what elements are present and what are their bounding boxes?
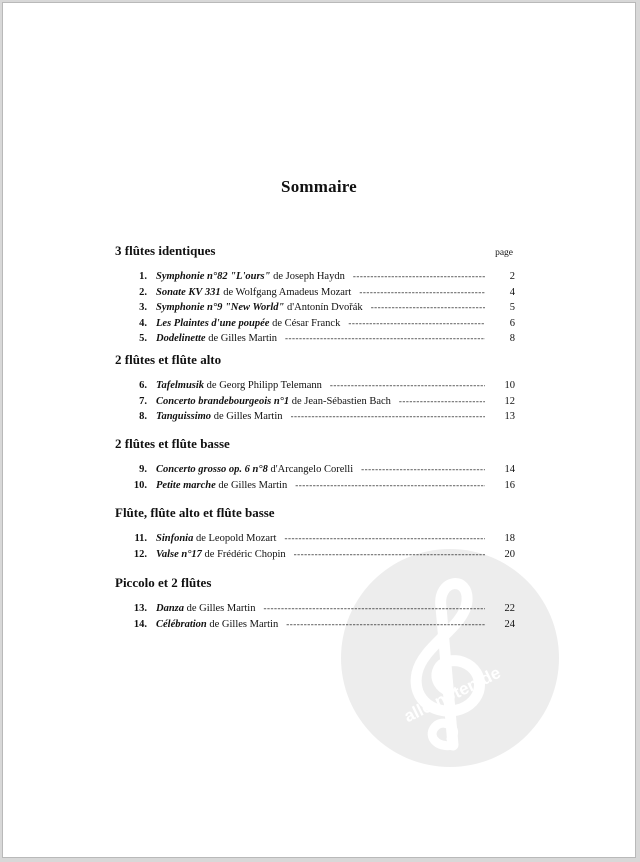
- dot-leader: [291, 411, 485, 421]
- toc-entry[interactable]: [115, 333, 515, 349]
- section-heading: 2 flûtes et flûte basse: [115, 436, 230, 451]
- dot-leader: [359, 287, 485, 297]
- dot-leader: [263, 603, 485, 613]
- work-title: Sinfonia: [156, 533, 194, 544]
- dot-leader: [371, 302, 485, 312]
- entry-number: 7.: [139, 395, 147, 407]
- page-number: 6: [509, 317, 515, 329]
- section-2-flutes-basse: [115, 436, 515, 495]
- toc-entry[interactable]: [115, 619, 515, 635]
- section-3-flutes: [115, 243, 515, 349]
- dot-leader: [286, 619, 485, 629]
- work-title: Symphonie n°9 "New World": [156, 302, 285, 313]
- toc-entry[interactable]: [115, 549, 515, 565]
- work-title: Valse n°17: [156, 548, 202, 560]
- toc-entry[interactable]: [115, 396, 515, 412]
- toc-entry[interactable]: [115, 533, 515, 549]
- document-page: [2, 2, 636, 858]
- section-heading: Piccolo et 2 flûtes: [115, 575, 212, 590]
- composer: de Gilles Martin: [208, 333, 278, 344]
- page-number: 2: [509, 271, 515, 282]
- composer: de Georg Philipp Telemann: [206, 380, 322, 391]
- composer: de Wolfgang Amadeus Mozart: [223, 286, 352, 298]
- section-heading: Flûte, flûte alto et flûte basse: [115, 505, 275, 520]
- composer: d'Arcangelo Corelli: [270, 464, 354, 475]
- toc-entry[interactable]: [115, 271, 515, 287]
- page-number: 12: [504, 395, 515, 407]
- work-title: Concerto grosso op. 6 n°8: [156, 464, 268, 475]
- composer: d'Antonín Dvořák: [287, 302, 363, 313]
- work-title: Petite marche: [156, 479, 216, 491]
- section-heading: 2 flûtes et flûte alto: [115, 352, 222, 367]
- entry-number: 2.: [139, 286, 147, 298]
- entry-number: 9.: [139, 464, 147, 475]
- page-number: 5: [509, 302, 515, 313]
- toc-entry[interactable]: [115, 480, 515, 496]
- composer: de Joseph Haydn: [273, 271, 345, 282]
- dot-leader: [330, 380, 485, 390]
- composer: de Gilles Martin: [209, 618, 279, 630]
- section-flute-alto-basse: [115, 505, 515, 564]
- toc-entry[interactable]: [115, 302, 515, 318]
- toc-entry[interactable]: [115, 287, 515, 303]
- page-number: 20: [504, 548, 515, 560]
- work-title: Les Plaintes d'une poupée: [156, 317, 270, 329]
- entry-number: 3.: [139, 302, 147, 313]
- dot-leader: [295, 480, 485, 490]
- work-title: Concerto brandebourgeois n°1: [156, 395, 290, 407]
- composer: de Frédéric Chopin: [204, 548, 286, 560]
- entry-number: 8.: [139, 411, 147, 422]
- page-number: 22: [504, 603, 515, 614]
- entry-number: 14.: [133, 618, 147, 630]
- section-piccolo-2-flutes: [115, 575, 515, 634]
- composer: de Jean-Sébastien Bach: [291, 395, 391, 407]
- dot-leader: [285, 333, 485, 343]
- entry-number: 13.: [133, 603, 147, 614]
- toc-entry[interactable]: [115, 318, 515, 334]
- section-2-flutes-alto: [115, 352, 515, 427]
- page-column-label: page: [495, 248, 513, 258]
- entry-number: 1.: [139, 271, 147, 282]
- page-number: 24: [504, 618, 515, 630]
- entry-number: 5.: [139, 333, 147, 344]
- composer: de Gilles Martin: [218, 479, 288, 491]
- work-title: Célébration: [156, 618, 207, 630]
- work-title: Symphonie n°82 "L'ours": [156, 271, 271, 282]
- composer: de Leopold Mozart: [195, 533, 277, 544]
- entry-number: 10.: [133, 479, 147, 491]
- dot-leader: [353, 271, 485, 281]
- work-title: Tanguissimo: [156, 411, 212, 422]
- dot-leader: [361, 464, 485, 474]
- entry-number: 11.: [134, 533, 147, 544]
- toc-entry[interactable]: [115, 603, 515, 619]
- entry-number: 12.: [133, 548, 147, 560]
- entry-number: 6.: [139, 380, 147, 391]
- toc-entry[interactable]: [115, 380, 515, 396]
- dot-leader: [399, 396, 485, 406]
- toc-entry[interactable]: [115, 411, 515, 427]
- work-title: Danza: [156, 603, 185, 614]
- composer: de Gilles Martin: [213, 411, 283, 422]
- dot-leader: [348, 318, 485, 328]
- work-title: Sonate KV 331: [156, 286, 221, 298]
- page-title: Sommaire: [281, 177, 357, 196]
- work-title: Dodelinette: [156, 333, 206, 344]
- page-number: 13: [504, 411, 515, 422]
- page-number: 18: [504, 533, 515, 544]
- page-number: 8: [509, 333, 515, 344]
- page-number: 10: [504, 380, 515, 391]
- composer: de Gilles Martin: [186, 603, 256, 614]
- page-number: 4: [509, 286, 515, 298]
- work-title: Tafelmusik: [156, 380, 205, 391]
- page-number: 14: [504, 464, 515, 475]
- toc-entry[interactable]: [115, 464, 515, 480]
- section-heading: 3 flûtes identiques: [115, 243, 216, 258]
- watermark-text: alle-noten.de: [401, 663, 504, 727]
- dot-leader: [284, 533, 485, 543]
- page-number: 16: [504, 479, 515, 491]
- dot-leader: [294, 549, 485, 559]
- composer: de César Franck: [272, 317, 341, 329]
- entry-number: 4.: [139, 317, 147, 329]
